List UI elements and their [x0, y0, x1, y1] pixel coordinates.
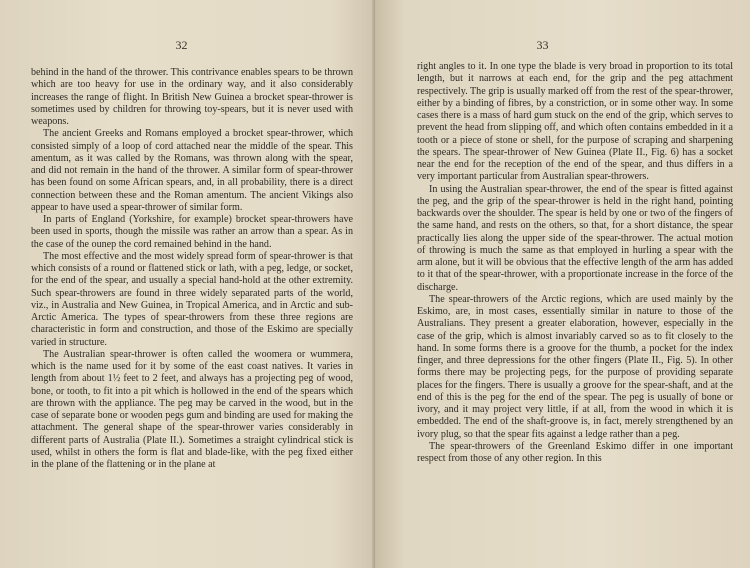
paragraph: The most effective and the most widely spread form of spear-thrower is that which consists of a round or flattened stick or lath, with a peg, ledge, or socket, for the end of the spear, and usually a special hand-hold at the other extremity. Such spear-throwers are found in three widely separated parts of the world, viz., in Australia and New Guinea, in Tropical America, and in Arctic and sub-Arctic America. The types of spear-throwers from these three regions are characteristic in form and construction, and those of the Eskimo are specially varied in structure.	[31, 250, 353, 348]
page-number-right: 33	[536, 38, 549, 52]
right-page-text	[417, 61, 733, 465]
paragraph: behind in the hand of the thrower. This contrivance enables spears to be thrown which are too heavy for use in the ordinary way, and it also considerably increases the range of flight. In British New Guinea a brocket spear-thrower is sometimes used by children for throwing toy-spears, but it is never used with weapons.	[31, 67, 353, 127]
right-page	[375, 0, 750, 568]
paragraph: The Australian spear-thrower is often called the woomera or wummera, which is the name used for it by some of the east coast natives. It varies in length from about 1½ feet to 2 feet, and always has a projecting peg of wood, bone, or tooth, to fit into a pit which is hollowed in the end of the spears which are thrown with the appliance. The peg may be carved in the wood, but in the case of separate bone or wooden pegs gum and binding are used for making the attachment. The general shape of the spear-thrower varies considerably in different parts of Australia (Plate II.). Sometimes a straight cylindrical stick is used, whilst in others the form is flat and blade-like, with the peg fixed either in the plane of the flattening or in the plane at	[31, 348, 353, 470]
paragraph: The spear-throwers of the Greenland Eskimo differ in one important respect from those of any other region. In this	[417, 440, 733, 464]
paragraph: The ancient Greeks and Romans employed a brocket spear-thrower, which consisted simply of a loop of cord attached near the middle of the spear. This amentum, as it was called by the Romans, was thrown along with the spear, and did not remain in the hand of the thrower. A similar form of spear-thrower has been found on some African spears, and, in all probability, there is a direct connection between these and the Roman amentum. The ancient Vikings also appear to have used a spear-thrower of similar form.	[31, 128, 353, 213]
paragraph: right angles to it. In one type the blade is very broad in proportion to its total length, but it narrows at each end, for the grip and the peg attachment respectively. The grip is usually marked off from the rest of the spear-thrower, either by a binding of fibres, by a constriction, or in some other way. In some cases there is a mass of hard gum stuck on the end of the grip, which serves to prevent the head from slipping off, and which often contains embedded in it a tooth or a piece of stone or shell, for the purpose of scraping and sharpening the spears. The spear-thrower of New Guinea (Plate II., Fig. 6) has a socket near the end for the reception of the end of the spear, and thus differs in a very important particular from Australian spear-throwers.	[417, 61, 733, 183]
paragraph: In parts of England (Yorkshire, for example) brocket spear-throwers have been used in sports, though the missile was rather an arrow than a spear. As in the case of the ounep the cord remained behind in the hand.	[31, 214, 353, 250]
page-number-left: 32	[175, 38, 188, 52]
paragraph: In using the Australian spear-thrower, the end of the spear is fitted against the peg, and the grip of the spear-thrower is held in the right hand, pointing backwards over the shoulder. The spear is held by one or two of the fingers of the same hand, and rests on the others, so that, for a short distance, the spear practically lies along the upper side of the spear-thrower. The actual motion of throwing is much the same as that employed in hurling a spear with the arm alone, but it will be obvious that the effective length of the arm has added to it that of the spear-thrower, with a proportionate increase in the force of the discharge.	[417, 183, 733, 293]
left-page-text	[31, 67, 353, 471]
paragraph: The spear-throwers of the Arctic regions, which are used mainly by the Eskimo, are, in most cases, essentially similar in nature to those of the Australians. They present a greater elaboration, however, especially in the case of the grip, which is almost invariably carved so as to fit closely to the hand. In some forms there is a groove for the thumb, a pocket for the index finger, and three depressions for the other fingers (Plate II., Fig. 5). In other forms there may be projecting pegs, for the purpose of providing separate places for the fingers. There is usually a groove for the spear-shaft, and at the end of this is the peg for the end of the spear. The peg is usually of bone or ivory, and it may project very little, if at all, from the wood in which it is embedded. The end of the shaft-groove is, in fact, merely strengthened by an ivory plug, so that the spear fits against a ledge rather than a peg.	[417, 293, 733, 440]
